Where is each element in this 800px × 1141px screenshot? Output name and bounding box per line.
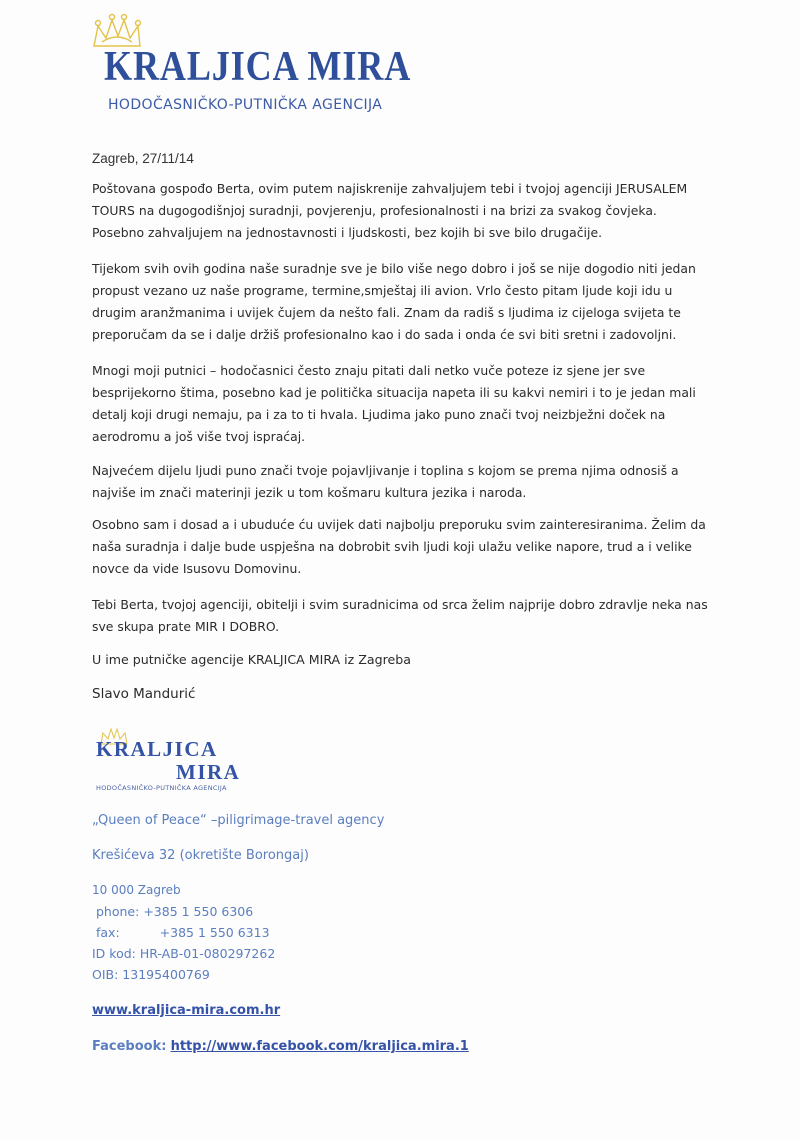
- footer-logo-brand: KRALJICA: [96, 737, 218, 761]
- agency-oib: OIB: 13195400769: [92, 967, 210, 982]
- facebook-row: [92, 1039, 469, 1054]
- letterhead-brand: KRALJICA MIRA: [104, 44, 412, 90]
- paragraph: Osobno sam i dosad a i ubuduće ću uvijek dati najbolju preporuku svim zainteresiranima. Želim da naša suradnja i dalje bude uspješna na dobrobit svih ljudi koji ulažu velike napore, trud a i velike novce da vide Isusovu Domovinu.: [92, 517, 706, 576]
- fax-label: fax:: [95, 925, 120, 940]
- agency-motto: „Queen of Peace“ –piligrimage-travel agency: [92, 813, 385, 828]
- closing-line: U ime putničke agencije KRALJICA MIRA iz Zagreba: [92, 652, 411, 667]
- paragraph: Tijekom svih ovih godina naše suradnje sve je bilo više nego dobro i još se nije dogodio niti jedan propust vezano uz naše programe, termine,smještaj ili avion. Vrlo često pitam ljude koji idu u drugim aranžmanima i uvijek čujem da nešto fali. Znam da radiš s ljudima iz cijeloga svijeta te preporučam da se i dalje držiš profesionalno kao i do sada i onda će svi biti sretni i zadovoljni.: [92, 261, 696, 342]
- fax-number: +385 1 550 6313: [159, 925, 270, 940]
- paragraph: Najvećem dijelu ljudi puno znači tvoje pojavljivanje i toplina s kojom se prema njima odnosiš a najviše im znači materinji jezik u tom košmaru kultura jezika i naroda.: [92, 463, 679, 500]
- facebook-label: Facebook:: [92, 1039, 167, 1054]
- letterhead-subtitle: HODOČASNIČKO-PUTNIČKA AGENCIJA: [108, 97, 383, 113]
- signature-name: Slavo Mandurić: [92, 686, 196, 702]
- facebook-link[interactable]: http://www.facebook.com/kraljica.mira.1: [170, 1039, 469, 1054]
- agency-id-code: ID kod: HR-AB-01-080297262: [92, 946, 276, 961]
- paragraph: Poštovana gospođo Berta, ovim putem najiskrenije zahvaljujem tebi i tvojoj agenciji JERUSALEM TOURS na dugogodišnjoj suradnji, povjerenju, profesionalnosti i na brizi za svakog čovjeka. Posebno zahvaljujem na jednostavnosti i ljudskosti, bez kojih bi sve bilo drugačije.: [92, 181, 688, 240]
- paragraph: Mnogi moji putnici – hodočasnici često znaju pitati dali netko vuče poteze iz sjene jer sve besprijekorno štima, posebno kad je politička situacija napeta ili su kakvi nemiri i to je jedan mali detalj koji drugi nemaju, pa i za to ti hvala. Ljudima jako puno znači tvoj neizbježni doček na aerodromu a još više tvoj ispraćaj.: [92, 363, 696, 444]
- footer-logo-subtitle: HODOČASNIČKO-PUTNIČKA AGENCIJA: [96, 784, 227, 792]
- phone-label: phone:: [95, 904, 140, 919]
- website-link[interactable]: www.kraljica-mira.com.hr: [92, 1003, 281, 1018]
- footer-logo-brand: MIRA: [176, 760, 241, 784]
- phone-number: +385 1 550 6306: [143, 904, 254, 919]
- letter-date: Zagreb, 27/11/14: [92, 151, 194, 166]
- website-link-row: [92, 1003, 280, 1018]
- agency-address: Krešićeva 32 (okretište Borongaj): [92, 848, 309, 863]
- paragraph: Tebi Berta, tvojoj agenciji, obitelji i svim suradnicima od srca želim najprije dobro zdravlje neka nas sve skupa prate MIR I DOBRO.: [92, 597, 708, 634]
- agency-phone: [92, 904, 253, 919]
- agency-city: 10 000 Zagreb: [92, 883, 181, 897]
- agency-fax: [92, 925, 270, 940]
